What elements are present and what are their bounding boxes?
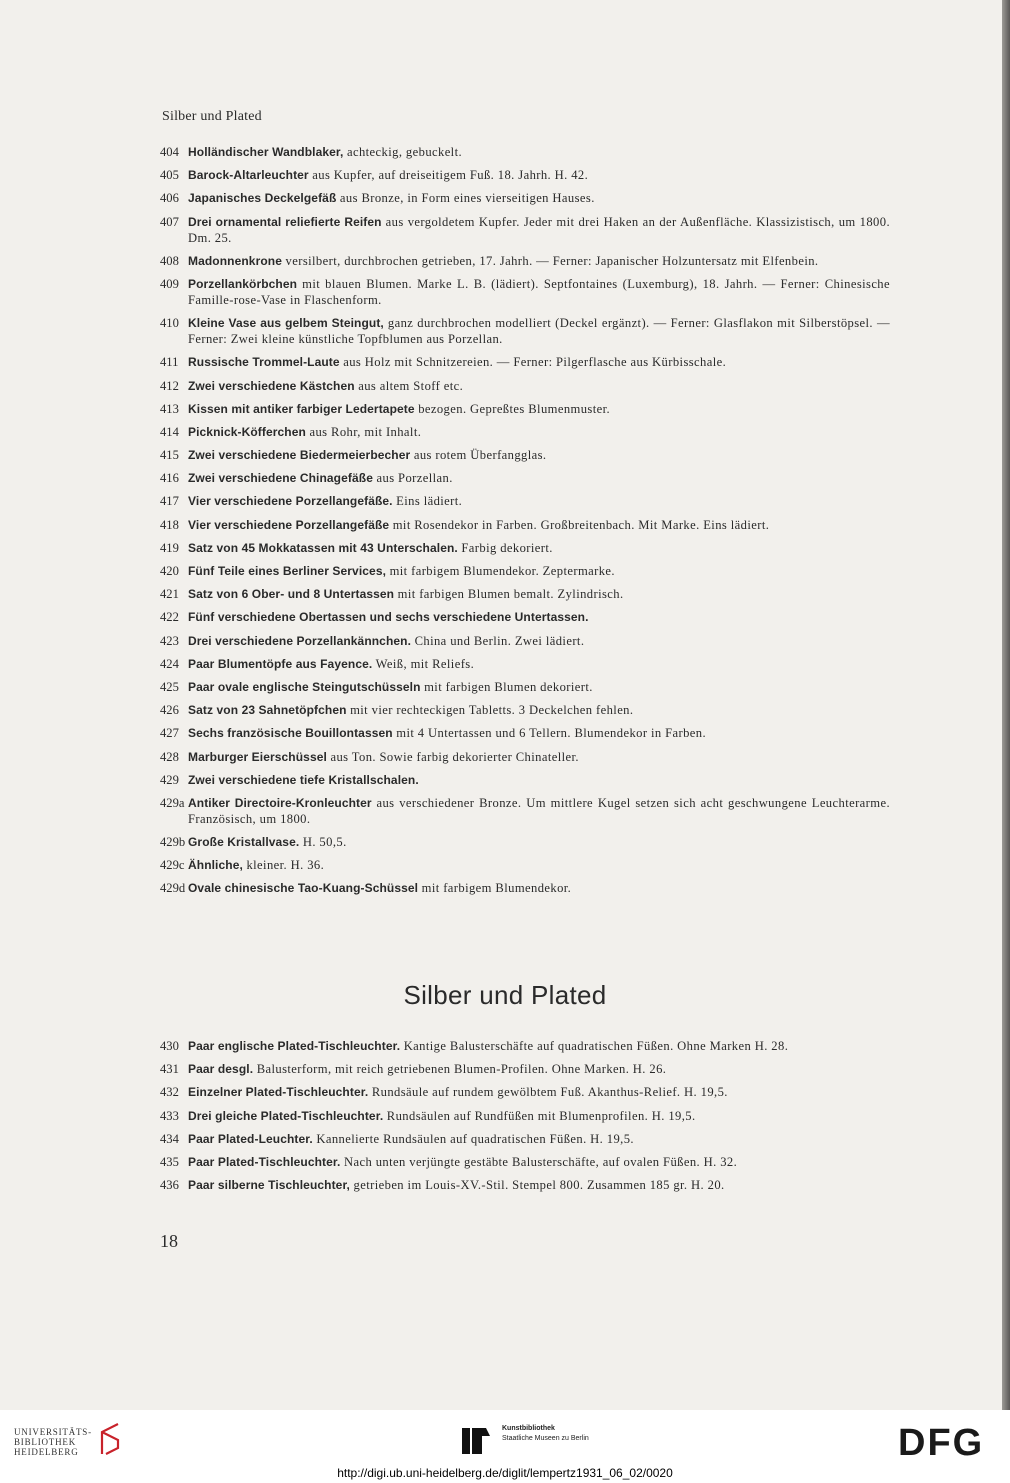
lot-title: Antiker Directoire-Kronleuchter <box>188 795 372 810</box>
catalog-entry <box>160 401 890 417</box>
lot-text <box>188 214 890 246</box>
lot-text <box>188 144 890 160</box>
lot-description: Eins lädiert. <box>392 494 463 509</box>
lot-description: China und Berlin. Zwei lädiert. <box>411 633 585 648</box>
lot-text <box>188 563 890 579</box>
lot-description: aus Rohr, mit Inhalt. <box>305 424 422 439</box>
lot-title: Satz von 45 Mokkatassen mit 43 Unterschalen. <box>188 540 458 555</box>
lot-text <box>188 424 890 440</box>
scan-edge <box>1002 0 1010 1410</box>
lot-description: aus Porzellan. <box>372 471 453 486</box>
lot-description: ganz durchbrochen modelliert (Deckel ergänzt). — Ferner: Glasflakon mit Silberstöpsel. — Ferner: Zwei kleine künstliche Topfblumen aus Porzellan. <box>188 316 890 347</box>
lot-number: 415 <box>160 448 179 463</box>
kunstbibliothek-icon <box>462 1424 494 1454</box>
lot-text <box>188 633 890 649</box>
ksb-subtitle: Staatliche Museen zu Berlin <box>502 1435 589 1442</box>
lot-description: Kantige Balusterschäfte auf quadratischen Füßen. Ohne Marken H. 28. <box>400 1039 789 1053</box>
lot-text <box>188 609 890 625</box>
lot-description: aus rotem Überfangglas. <box>410 448 547 463</box>
catalog-entry <box>160 1108 890 1124</box>
lot-description: aus Kupfer, auf dreiseitigem Fuß. 18. Jahrh. H. 42. <box>308 168 589 183</box>
lot-text <box>188 702 890 718</box>
lot-number: 420 <box>160 564 179 578</box>
lot-description: aus verschiedener Bronze. Um mittlere Kugel setzen sich acht geschwungene Leuchterarme. Französisch, um 1800. <box>188 795 890 826</box>
catalog-entry <box>160 276 890 308</box>
lot-description: H. 50,5. <box>299 835 347 850</box>
catalog-entry <box>160 1038 890 1054</box>
lot-text <box>188 447 890 463</box>
lot-text <box>188 795 890 827</box>
lot-title: Porzellankörbchen <box>188 276 298 291</box>
lot-text <box>188 378 890 394</box>
lot-title: Picknick-Köfferchen <box>188 424 306 439</box>
ub-line: BIBLIOTHEK <box>14 1437 76 1447</box>
lot-description: achteckig, gebuckelt. <box>343 145 463 159</box>
lot-number: 421 <box>160 587 179 602</box>
catalog-entry <box>160 144 890 160</box>
lot-number: 425 <box>160 679 179 694</box>
lot-text <box>188 517 890 533</box>
lot-title: Fünf Teile eines Berliner Services, <box>188 564 387 578</box>
lot-number: 430 <box>160 1039 179 1053</box>
lot-description: mit vier rechteckigen Tabletts. 3 Deckelchen fehlen. <box>346 703 634 718</box>
lot-number: 412 <box>160 378 179 393</box>
catalog-entry <box>160 540 890 556</box>
catalog-entry <box>160 857 890 873</box>
catalog-entry <box>160 679 890 695</box>
lot-number: 434 <box>160 1131 179 1146</box>
lot-title: Russische Trommel-Laute <box>188 355 340 370</box>
lot-description: mit Rosendekor in Farben. Großbreitenbach. Mit Marke. Eins lädiert. <box>389 517 770 532</box>
lot-text <box>188 857 890 873</box>
lot-text <box>188 167 890 183</box>
lot-description: Farbig dekoriert. <box>457 540 553 555</box>
lot-number: 404 <box>160 145 179 159</box>
catalog-list-silver <box>160 1038 890 1200</box>
lot-description: aus Holz mit Schnitzereien. — Ferner: Pilgerflasche aus Kürbisschale. <box>339 355 727 370</box>
running-head: Silber und Plated <box>162 109 262 124</box>
lot-description: kleiner. H. 36. <box>242 858 325 873</box>
catalog-entry <box>160 725 890 741</box>
catalog-entry <box>160 190 890 206</box>
kunstbibliothek-logo[interactable] <box>502 1424 589 1444</box>
catalog-entry <box>160 378 890 394</box>
lot-number: 436 <box>160 1178 179 1193</box>
lot-title: Fünf verschiedene Obertassen und sechs verschiedene Untertassen. <box>188 610 589 625</box>
catalog-entry <box>160 656 890 672</box>
lot-text <box>188 834 890 850</box>
catalog-entry <box>160 214 890 246</box>
lot-description: mit 4 Untertassen und 6 Tellern. Blumendekor in Farben. <box>392 726 707 741</box>
lot-text <box>188 354 890 370</box>
lot-text <box>188 315 890 347</box>
catalog-entry <box>160 447 890 463</box>
lot-text <box>188 749 890 765</box>
catalog-entry <box>160 1061 890 1077</box>
lot-description: Kannelierte Rundsäulen auf quadratischen Füßen. H. 19,5. <box>312 1131 634 1146</box>
lot-number: 416 <box>160 471 179 486</box>
lot-description: aus Bronze, in Form eines vierseitigen Hauses. <box>336 191 595 206</box>
lot-description: mit farbigen Blumen dekoriert. <box>420 679 593 694</box>
lot-number: 409 <box>160 276 179 291</box>
lot-number: 429d <box>160 881 186 896</box>
lot-number: 424 <box>160 656 179 671</box>
lot-text <box>188 880 890 896</box>
lot-number: 405 <box>160 168 179 183</box>
ub-emblem-icon <box>96 1422 122 1456</box>
lot-title: Madonnenkrone <box>188 253 282 268</box>
lot-text <box>188 725 890 741</box>
lot-text <box>188 276 890 308</box>
lot-title: Paar englische Plated-Tischleuchter. <box>188 1039 401 1053</box>
lot-title: Satz von 23 Sahnetöpfchen <box>188 703 347 718</box>
catalog-entry <box>160 702 890 718</box>
lot-number: 429 <box>160 772 179 787</box>
lot-description: Weiß, mit Reliefs. <box>372 656 475 671</box>
lot-number: 431 <box>160 1062 179 1077</box>
lot-text <box>188 586 890 602</box>
lot-description: aus altem Stoff etc. <box>354 378 464 393</box>
lot-text <box>188 1177 890 1193</box>
lot-description: Rundsäulen auf Rundfüßen mit Blumenprofilen. H. 19,5. <box>383 1108 696 1123</box>
catalog-entry <box>160 563 890 579</box>
lot-number: 407 <box>160 214 179 229</box>
lot-number: 432 <box>160 1085 179 1100</box>
lot-number: 411 <box>160 355 179 370</box>
catalog-entry <box>160 493 890 509</box>
dfg-logo[interactable]: DFG <box>898 1422 985 1464</box>
catalog-entry <box>160 586 890 602</box>
lot-description: Nach unten verjüngte gestäbte Balusterschäfte, auf ovalen Füßen. H. 32. <box>340 1154 738 1169</box>
lot-title: Vier verschiedene Porzellangefäße <box>188 517 390 532</box>
lot-description: getrieben im Louis-XV.-Stil. Stempel 800. Zusammen 185 gr. H. 20. <box>350 1178 725 1193</box>
lot-text <box>188 540 890 556</box>
catalog-entry <box>160 772 890 788</box>
lot-title: Kleine Vase aus gelbem Steingut, <box>188 316 384 331</box>
lot-title: Zwei verschiedene Biedermeierbecher <box>188 448 411 463</box>
lot-text <box>188 772 890 788</box>
lot-title: Ovale chinesische Tao-Kuang-Schüssel <box>188 881 419 896</box>
lot-description: aus vergoldetem Kupfer. Jeder mit drei Haken an der Außenfläche. Klassizistisch, um 1800. Dm. 25. <box>188 214 890 245</box>
lot-number: 423 <box>160 633 179 648</box>
ub-heidelberg-logo[interactable] <box>14 1427 92 1457</box>
lot-title: Drei ornamental reliefierte Reifen <box>188 214 382 229</box>
lot-text <box>188 1154 890 1170</box>
lot-title: Drei gleiche Plated-Tischleuchter. <box>188 1108 384 1123</box>
lot-number: 429b <box>160 835 186 850</box>
lot-title: Holländischer Wandblaker, <box>188 145 344 159</box>
lot-number: 414 <box>160 424 179 439</box>
lot-number: 428 <box>160 749 179 764</box>
ub-line: UNIVERSITÄTS- <box>14 1427 92 1437</box>
catalog-entry <box>160 424 890 440</box>
catalog-entry <box>160 795 890 827</box>
lot-number: 408 <box>160 253 179 268</box>
catalog-entry <box>160 315 890 347</box>
lot-title: Paar Blumentöpfe aus Fayence. <box>188 656 373 671</box>
lot-number: 406 <box>160 191 179 206</box>
ksb-title: Kunstbibliothek <box>502 1425 555 1432</box>
lot-title: Zwei verschiedene tiefe Kristallschalen. <box>188 772 419 787</box>
footer <box>0 1410 1010 1483</box>
permalink-url[interactable]: http://digi.ub.uni-heidelberg.de/diglit/lempertz1931_06_02/0020 <box>337 1466 673 1480</box>
lot-description: bezogen. Gepreßtes Blumenmuster. <box>414 401 611 416</box>
lot-title: Barock-Altarleuchter <box>188 168 309 183</box>
lot-description: mit farbigem Blumendekor. <box>418 881 572 896</box>
lot-number: 417 <box>160 494 179 509</box>
lot-number: 429c <box>160 858 185 873</box>
section-title: Silber und Plated <box>403 980 607 1010</box>
lot-text <box>188 253 890 269</box>
lot-description: mit farbigem Blumendekor. Zeptermarke. <box>386 564 615 578</box>
catalog-entry <box>160 1154 890 1170</box>
lot-text <box>188 470 890 486</box>
catalog-list <box>160 144 890 904</box>
lot-number: 433 <box>160 1108 179 1123</box>
catalog-entry <box>160 1177 890 1193</box>
page-number: 18 <box>160 1231 178 1251</box>
lot-number: 429a <box>160 795 185 810</box>
catalog-entry <box>160 517 890 533</box>
catalog-entry <box>160 834 890 850</box>
lot-title: Paar Plated-Leuchter. <box>188 1131 313 1146</box>
catalog-entry <box>160 1084 890 1100</box>
lot-title: Satz von 6 Ober- und 8 Untertassen <box>188 587 395 602</box>
lot-title: Ähnliche, <box>188 858 243 873</box>
lot-description: Rundsäule auf rundem gewölbtem Fuß. Akanthus-Relief. H. 19,5. <box>368 1085 728 1100</box>
lot-title: Kissen mit antiker farbiger Ledertapete <box>188 401 415 416</box>
lot-title: Vier verschiedene Porzellangefäße. <box>188 494 393 509</box>
lot-title: Zwei verschiedene Chinagefäße <box>188 471 373 486</box>
lot-number: 418 <box>160 517 179 532</box>
lot-text <box>188 1131 890 1147</box>
lot-title: Japanisches Deckelgefäß <box>188 191 337 206</box>
lot-text <box>188 1038 890 1054</box>
catalog-entry <box>160 470 890 486</box>
lot-number: 413 <box>160 401 179 416</box>
lot-text <box>188 1108 890 1124</box>
lot-title: Paar Plated-Tischleuchter. <box>188 1154 341 1169</box>
catalog-entry <box>160 354 890 370</box>
catalog-entry <box>160 609 890 625</box>
lot-title: Einzelner Plated-Tischleuchter. <box>188 1085 369 1100</box>
lot-description: Balusterform, mit reich getriebenen Blumen-Profilen. Ohne Marken. H. 26. <box>253 1062 667 1077</box>
lot-title: Große Kristallvase. <box>188 835 300 850</box>
lot-title: Drei verschiedene Porzellankännchen. <box>188 633 412 648</box>
ub-line: HEIDELBERG <box>14 1447 79 1457</box>
lot-text <box>188 493 890 509</box>
catalog-entry <box>160 633 890 649</box>
catalog-entry <box>160 880 890 896</box>
lot-description: mit blauen Blumen. Marke L. B. (lädiert). Septfontaines (Luxemburg), 18. Jahrh. — Ferner: Chinesische Famille-rose-Vase in Flaschenform. <box>188 276 890 307</box>
lot-title: Paar silberne Tischleuchter, <box>188 1178 350 1193</box>
catalog-entry <box>160 749 890 765</box>
lot-number: 419 <box>160 540 179 555</box>
lot-title: Zwei verschiedene Kästchen <box>188 378 355 393</box>
lot-text <box>188 401 890 417</box>
lot-title: Paar ovale englische Steingutschüsseln <box>188 679 421 694</box>
lot-number: 427 <box>160 726 179 741</box>
lot-number: 410 <box>160 316 179 331</box>
lot-description: versilbert, durchbrochen getrieben, 17. Jahrh. — Ferner: Japanischer Holzuntersatz mit Elfenbein. <box>281 253 819 268</box>
lot-title: Paar desgl. <box>188 1062 254 1077</box>
lot-text <box>188 656 890 672</box>
lot-number: 426 <box>160 703 179 718</box>
lot-number: 435 <box>160 1154 179 1169</box>
lot-text <box>188 1061 890 1077</box>
lot-text <box>188 1084 890 1100</box>
lot-title: Marburger Eierschüssel <box>188 749 327 764</box>
lot-description: mit farbigen Blumen bemalt. Zylindrisch. <box>394 587 624 602</box>
lot-text <box>188 679 890 695</box>
catalog-entry <box>160 1131 890 1147</box>
catalog-entry <box>160 253 890 269</box>
catalog-entry <box>160 167 890 183</box>
lot-title: Sechs französische Bouillontassen <box>188 726 393 741</box>
lot-text <box>188 190 890 206</box>
lot-number: 422 <box>160 610 179 625</box>
lot-description: aus Ton. Sowie farbig dekorierter Chinateller. <box>326 749 579 764</box>
